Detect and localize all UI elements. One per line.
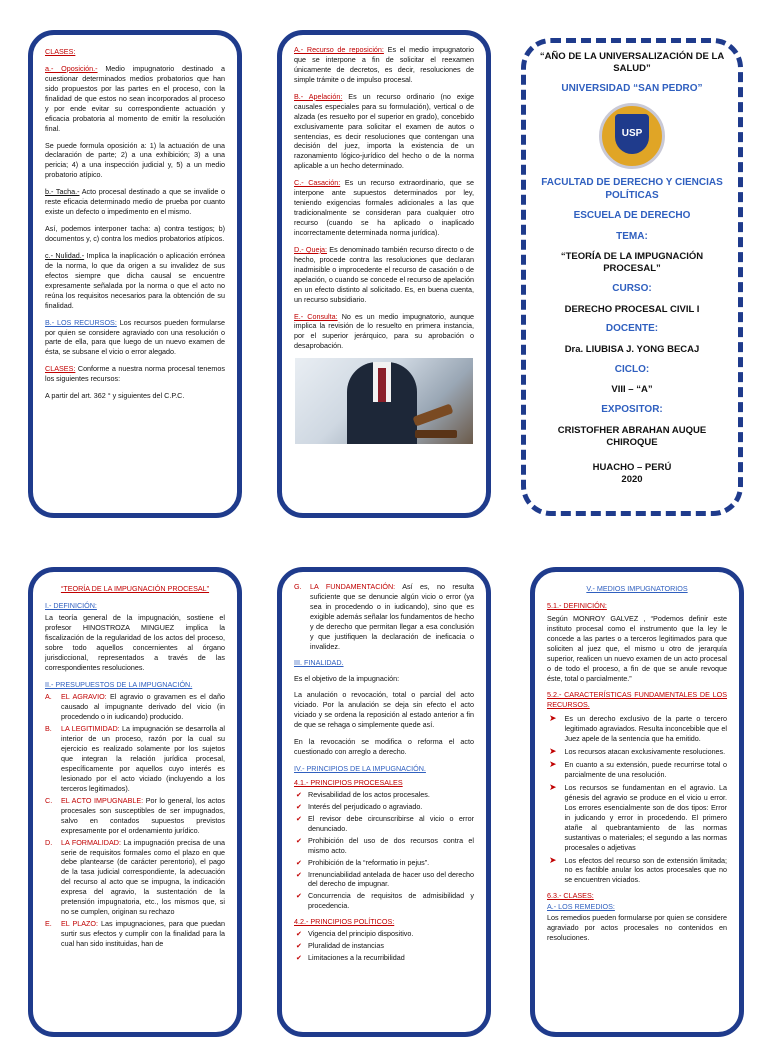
item-text: Irrenunciabilidad antelada de hacer uso del derecho del derecho de impugnar. xyxy=(308,869,474,889)
list-item xyxy=(549,714,727,744)
curso-label: CURSO: xyxy=(612,283,652,294)
list-item xyxy=(296,814,474,834)
item-letter: A. xyxy=(45,692,52,702)
medios-definicion-text: Según MONROY GALVEZ , “Podemos definir este instituto procesal como el instrumento que la ley le concede a las partes o a terceros legitimados para que soliciten al juez que, el mismo u otro de jerarquía superior, realicen un nuevo examen de un acto procesal o de todo el proceso, a fin de que se anule revoque éste, total o parcialmente.” xyxy=(547,613,727,683)
panel-cover xyxy=(521,38,743,516)
tacha-detail: Así, podemos interponer tacha: a) contra testigos; b) documentos y, c) contra los medios probatorios atípicos. xyxy=(45,224,225,243)
place: HUACHO – PERÚ xyxy=(592,462,672,474)
checkmark-icon: ✔ xyxy=(296,869,303,879)
reposicion-label: A.- Recurso de reposición: xyxy=(294,45,384,54)
apelacion-label: B.- Apelación: xyxy=(294,91,343,101)
fundamentacion-item xyxy=(294,582,474,652)
panel-clases xyxy=(28,30,242,518)
medios-title: V.- MEDIOS IMPUGNATORIOS xyxy=(586,584,688,593)
item-letter: C. xyxy=(45,795,53,805)
expositor-value: CRISTOFHER ABRAHAN AUQUE CHIROQUE xyxy=(557,424,707,448)
panel-teoria xyxy=(28,567,242,1037)
item-letter: G. xyxy=(294,582,302,591)
item-text: Concurrencia de requisitos de admisibilidad y procedencia. xyxy=(308,891,474,911)
judge-gavel-photo xyxy=(295,358,473,444)
oposicion-detail: Se puede formula oposición a: 1) la actuación de una declaración de parte; 2) a una exhibición; 3) a una pericia; 4) a una inspección judicial y, 5) a un medio probatorio atípico. xyxy=(45,140,225,180)
definicion-heading: I.- DEFINICIÓN: xyxy=(45,600,97,610)
item-text: En cuanto a su extensión, puede recurrirse total o parcialmente de una resolución. xyxy=(564,760,727,779)
checkmark-icon: ✔ xyxy=(296,929,303,939)
finalidad-p1: La anulación o revocación, total o parcial del acto viciado. Por la anulación se deja sin efecto el acto viciado y se ordena la reposición al estado anterior a fin de que se rehaga o simplemente quede así. xyxy=(294,690,474,730)
list-item xyxy=(296,891,474,911)
clases-heading: CLASES: xyxy=(45,47,76,56)
gavel-base-icon xyxy=(415,430,457,438)
expositor-label: EXPOSITOR: xyxy=(601,404,663,416)
teoria-title: “TEORÍA DE LA IMPUGNACIÓN PROCESAL” xyxy=(60,584,210,593)
arrow-right-icon: ➤ xyxy=(549,854,557,865)
item-body xyxy=(61,919,225,949)
finalidad-p2: En la revocación se modifica o reforma el acto cuestionado con arreglo a derecho. xyxy=(294,737,474,757)
medios-definicion-heading: 5.1.- DEFINICIÓN: xyxy=(547,600,607,610)
consulta-label: E.- Consulta: xyxy=(294,311,338,321)
list-item xyxy=(296,941,474,951)
list-item xyxy=(45,919,225,949)
recursos-label: B.- LOS RECURSOS: xyxy=(45,317,117,327)
faculty-name: FACULTAD DE DERECHO Y CIENCIAS POLÍTICAS xyxy=(541,177,723,201)
item-text: Interés del perjudicado o agraviado. xyxy=(308,801,423,811)
item-label: LA FORMALIDAD: xyxy=(61,837,121,847)
item-text: Las impugnaciones, para que puedan surtir sus efectos y cumplir con la finalidad para la cual han sido instituidas, han de xyxy=(61,919,225,948)
casacion-label: C.- Casación: xyxy=(294,178,341,188)
checkmark-icon: ✔ xyxy=(296,891,303,901)
procesales-heading: 4.1.- PRINCIPIOS PROCESALES xyxy=(294,778,403,787)
checkmark-icon: ✔ xyxy=(296,835,303,845)
list-item xyxy=(296,953,474,963)
university-seal xyxy=(599,103,665,169)
year-title: “AÑO DE LA UNIVERSALIZACIÓN DE LA SALUD” xyxy=(539,51,725,74)
list-item xyxy=(45,724,225,794)
tie-shape xyxy=(378,368,386,402)
oposicion-text: Medio impugnatorio destinado a cuestionar determinados medios probatorios que han sido propuestos por las partes en el proceso, con la finalidad de que estos no sean incorporados al proceso y por ende evitar su correspondiente actuación y eficacia probatoria al momento de emitir la resolución final. xyxy=(45,63,225,133)
item-text: Vigencia del principio dispositivo. xyxy=(308,929,414,939)
docente-value: Dra. LIUBISA J. YONG BECAJ xyxy=(564,343,700,355)
item-letter: B. xyxy=(45,724,52,734)
item-text: La impugnación precisa de una serie de requisitos formales como el plazo en que debe plantearse (de carácter perentorio), el pago de la tasa judicial correspondiente, la adecuación del recurso al acto que se impugna, la indicación expresa del agravio, la sustentación de la pretensión impugnatoria, etc., los mismos que, si no se cumplen, originan su rechazo xyxy=(61,837,225,917)
queja-label: D.- Queja: xyxy=(294,244,328,254)
remedios-heading: A.- LOS REMEDIOS: xyxy=(547,902,615,912)
tema-label: TEMA: xyxy=(616,230,648,242)
item-letter: D. xyxy=(45,837,53,847)
item-text: Es un derecho exclusivo de la parte o tercero legitimado agraviados. Resulta inconcebible que el Juez apele de la sentencia que ha emitido. xyxy=(564,714,727,744)
clases2-text: Conforme a nuestra norma procesal tenemos los siguientes recursos: xyxy=(45,364,225,384)
arrow-right-icon: ➤ xyxy=(549,746,557,757)
nulidad-text: Implica la inaplicación o aplicación errónea de la norma, lo que da origen a su invalidez de sus efectos siempre que dicha causal se encuentre expresamente señalada por la norma o que el acto no reúna los requisitos necesarios para la obtención de su finalidad. xyxy=(45,250,225,310)
panel-fundamentacion xyxy=(277,567,491,1037)
apelacion-text: Es un recurso ordinario (no exige causales especiales para su formulación), vertical o de alzada (es resuelto por el superior en grado), concebido exclusivamente para solicitar el examen de autos o sentencias, es decir resoluciones que contengan una decisión del juez, importa la existencia de un razonamiento lógico-jurídico del hecho o de la norma aplicable a un hecho determinado. xyxy=(294,91,474,171)
list-item xyxy=(296,929,474,939)
item-text: El agravio o gravamen es el daño causado al impugnante derivado del vicio (in procedendo o in iudicando) producido. xyxy=(61,692,226,722)
gavel-icon xyxy=(412,404,453,427)
checkmark-icon: ✔ xyxy=(296,941,303,951)
checkmark-icon: ✔ xyxy=(296,789,303,799)
list-item xyxy=(296,790,474,800)
politicos-heading: 4.2.- PRINCIPIOS POLÍTICOS: xyxy=(294,917,395,927)
list-item xyxy=(45,838,225,918)
item-label: EL PLAZO: xyxy=(61,919,99,929)
list-item xyxy=(296,836,474,856)
list-item xyxy=(549,856,727,886)
presupuestos-list xyxy=(45,692,225,948)
caracteristicas-heading: 5.2.- CARACTERÍSTICAS FUNDAMENTALES DE LOS RECURSOS. xyxy=(547,690,727,710)
presupuestos-heading: II.- PRESUPUESTOS DE LA IMPUGNACIÓN. xyxy=(45,679,193,689)
finalidad-intro: Es el objetivo de la impugnación: xyxy=(294,673,400,683)
clases2-label: CLASES: xyxy=(45,364,76,374)
arrow-right-icon: ➤ xyxy=(549,759,557,770)
item-label: EL AGRAVIO: xyxy=(61,692,107,702)
politicos-list xyxy=(294,929,474,963)
remedios-text: Los remedios pueden formularse por quien se considere agraviado por actos procesales no contenidos en resoluciones. xyxy=(547,913,727,943)
list-item xyxy=(45,692,225,722)
casacion-text: Es un recurso extraordinario, que se interpone ante supuestos determinados por ley, teniendo exigencias formales adicionales a las que tradicionalmente se consideran para cualquier otro recurso (cuando se ha aplicado o inaplicado incorrectamente determinada norma jurídica). xyxy=(294,178,474,237)
tacha-text: Acto procesal destinado a que se invalide o reste eficacia determinado medio de prueba por cuanto existe un defecto o impedimento en el mismo. xyxy=(45,187,225,217)
item-text: El revisor debe circunscribirse al vicio o error denunciado. xyxy=(308,813,474,833)
list-item xyxy=(549,783,727,853)
item-label: LA LEGITIMIDAD: xyxy=(61,724,120,734)
recursos-text: Los recursos pueden formularse por quien se considere agraviado con una resolución o parte de ella, para que luego de un nuevo examen de ésta, se subsane el vicio o error alegado. xyxy=(45,317,225,357)
item-text: Prohibición de la “reformatio in pejus”. xyxy=(308,857,430,867)
panel-medios xyxy=(530,567,744,1037)
list-item xyxy=(296,802,474,812)
finalidad-heading: III. FINALIDAD. xyxy=(294,657,344,667)
tacha-label: b.- Tacha.- xyxy=(45,187,80,197)
school-name: ESCUELA DE DERECHO xyxy=(573,210,691,222)
list-item xyxy=(549,747,727,757)
list-item xyxy=(296,870,474,890)
item-text: Los recursos se fundamentan en el agravio. La génesis del agravio se produce en el vicio u error. Los errores esencialmente son de dos tipos: Error in judicando y error in procedendo. El primero atañe al quebrantamiento de las normas sustantivas o materiales; el segundo a las normas procesales o adjetivas xyxy=(564,782,727,852)
item-body xyxy=(61,724,225,794)
checkmark-icon: ✔ xyxy=(296,953,303,963)
ciclo-label: CICLO: xyxy=(614,363,650,375)
arrow-right-icon: ➤ xyxy=(549,713,557,724)
item-label: EL ACTO IMPUGNABLE: xyxy=(61,795,144,805)
list-item xyxy=(294,582,474,652)
tema-value: “TEORÍA DE LA IMPUGNACIÓN PROCESAL” xyxy=(560,251,704,275)
list-item xyxy=(45,796,225,836)
item-body xyxy=(61,838,225,918)
item-text: Prohibición del uso de dos recursos contra el mismo acto. xyxy=(308,835,474,855)
item-letter: E. xyxy=(45,919,52,929)
consulta-text: No es un medio impugnatorio, aunque implica la revisión de lo resuelto en primera instancia, por el superior jerárquico, para su aprobación o desaprobación. xyxy=(294,311,475,351)
reposicion-text: Es el medio impugnatorio que se interpone a fin de solicitar el reexamen únicamente de decretos, es decir, resoluciones de simple trámite o de impulso procesal. xyxy=(294,45,474,84)
fundamentacion-text: Así es, no resulta suficiente que se denuncie algún vicio o error (ya sea in procedendo o in iudicando), sino que es exigible además señalar los fundamentos de hecho y de derecho que permitan llegar a esa conclusión y que justifiquen la declaración de ineficacia o invalidez. xyxy=(310,582,474,651)
panel-recursos xyxy=(277,30,491,518)
item-text: Limitaciones a la recurribilidad xyxy=(308,953,405,963)
checkmark-icon: ✔ xyxy=(296,801,303,811)
nulidad-label: c.- Nulidad.- xyxy=(45,250,85,260)
docente-label: DOCENTE: xyxy=(605,323,659,335)
checkmark-icon: ✔ xyxy=(296,813,303,823)
list-item xyxy=(296,858,474,868)
oposicion-label: a.- Oposición.- xyxy=(45,63,98,73)
item-text: Revisabilidad de los actos procesales. xyxy=(308,789,430,799)
item-text: Por lo general, los actos procesales son susceptibles de ser impugnados, salvo en contados supuestos previstos expresamente por el ordenamiento jurídico. xyxy=(61,795,225,835)
item-body xyxy=(61,692,225,722)
checkmark-icon: ✔ xyxy=(296,857,303,867)
queja-text: Es denominado también recurso directo o de hecho, procede contra las resoluciones que declaran inadmisible o improcedente el recurso de casación o de apelación, o cuando se concede el recurso de apelación en un efecto distinto al solicitado. Es, en buena cuenta, un recurso subsidiario. xyxy=(294,244,474,304)
list-item xyxy=(549,760,727,780)
item-text: Pluralidad de instancias xyxy=(308,941,384,951)
caracteristicas-list xyxy=(547,714,727,885)
university-name: UNIVERSIDAD “SAN PEDRO” xyxy=(561,82,703,94)
procesales-list xyxy=(294,790,474,911)
item-text: La impugnación se desarrolla al interior de un proceso, razón por la cual su ejercicio es realizado solamente por los sujetos que integran la relación jurídica procesal, específicamente por aquellos cuyo interés es lesionado por el acto viciado (incluyendo a los terceros legitimados). xyxy=(61,724,225,793)
clases-heading-2: 6.3.- CLASES: xyxy=(547,891,594,901)
ciclo-value: VIII – “A” xyxy=(611,384,653,396)
item-body xyxy=(61,796,225,836)
year-number: 2020 xyxy=(621,474,643,486)
cpc-reference: A partir del art. 362 ° y siguientes del C.P.C. xyxy=(45,391,185,401)
arrow-right-icon: ➤ xyxy=(549,781,557,792)
item-text: Los efectos del recurso son de extensión limitada; no es factible anular los actos procesales que no se encuentren viciados. xyxy=(564,855,727,885)
item-text: Los recursos atacan exclusivamente resoluciones. xyxy=(564,747,726,757)
curso-value: DERECHO PROCESAL CIVIL I xyxy=(564,303,700,315)
principios-heading: IV.- PRINCIPIOS DE LA IMPUGNACIÓN. xyxy=(294,764,426,774)
seal-shield: USP xyxy=(615,114,649,154)
definicion-text: La teoría general de la impugnación, sostiene el profesor HINOSTROZA MINGUEZ implica la fiscalización de la regularidad de los actos del proceso, sobre todo aquellos concernientes al órgano jurisdiccional, representados a través de las correspondientes resoluciones. xyxy=(45,612,225,672)
fundamentacion-label: LA FUNDAMENTACIÓN: xyxy=(310,582,396,591)
